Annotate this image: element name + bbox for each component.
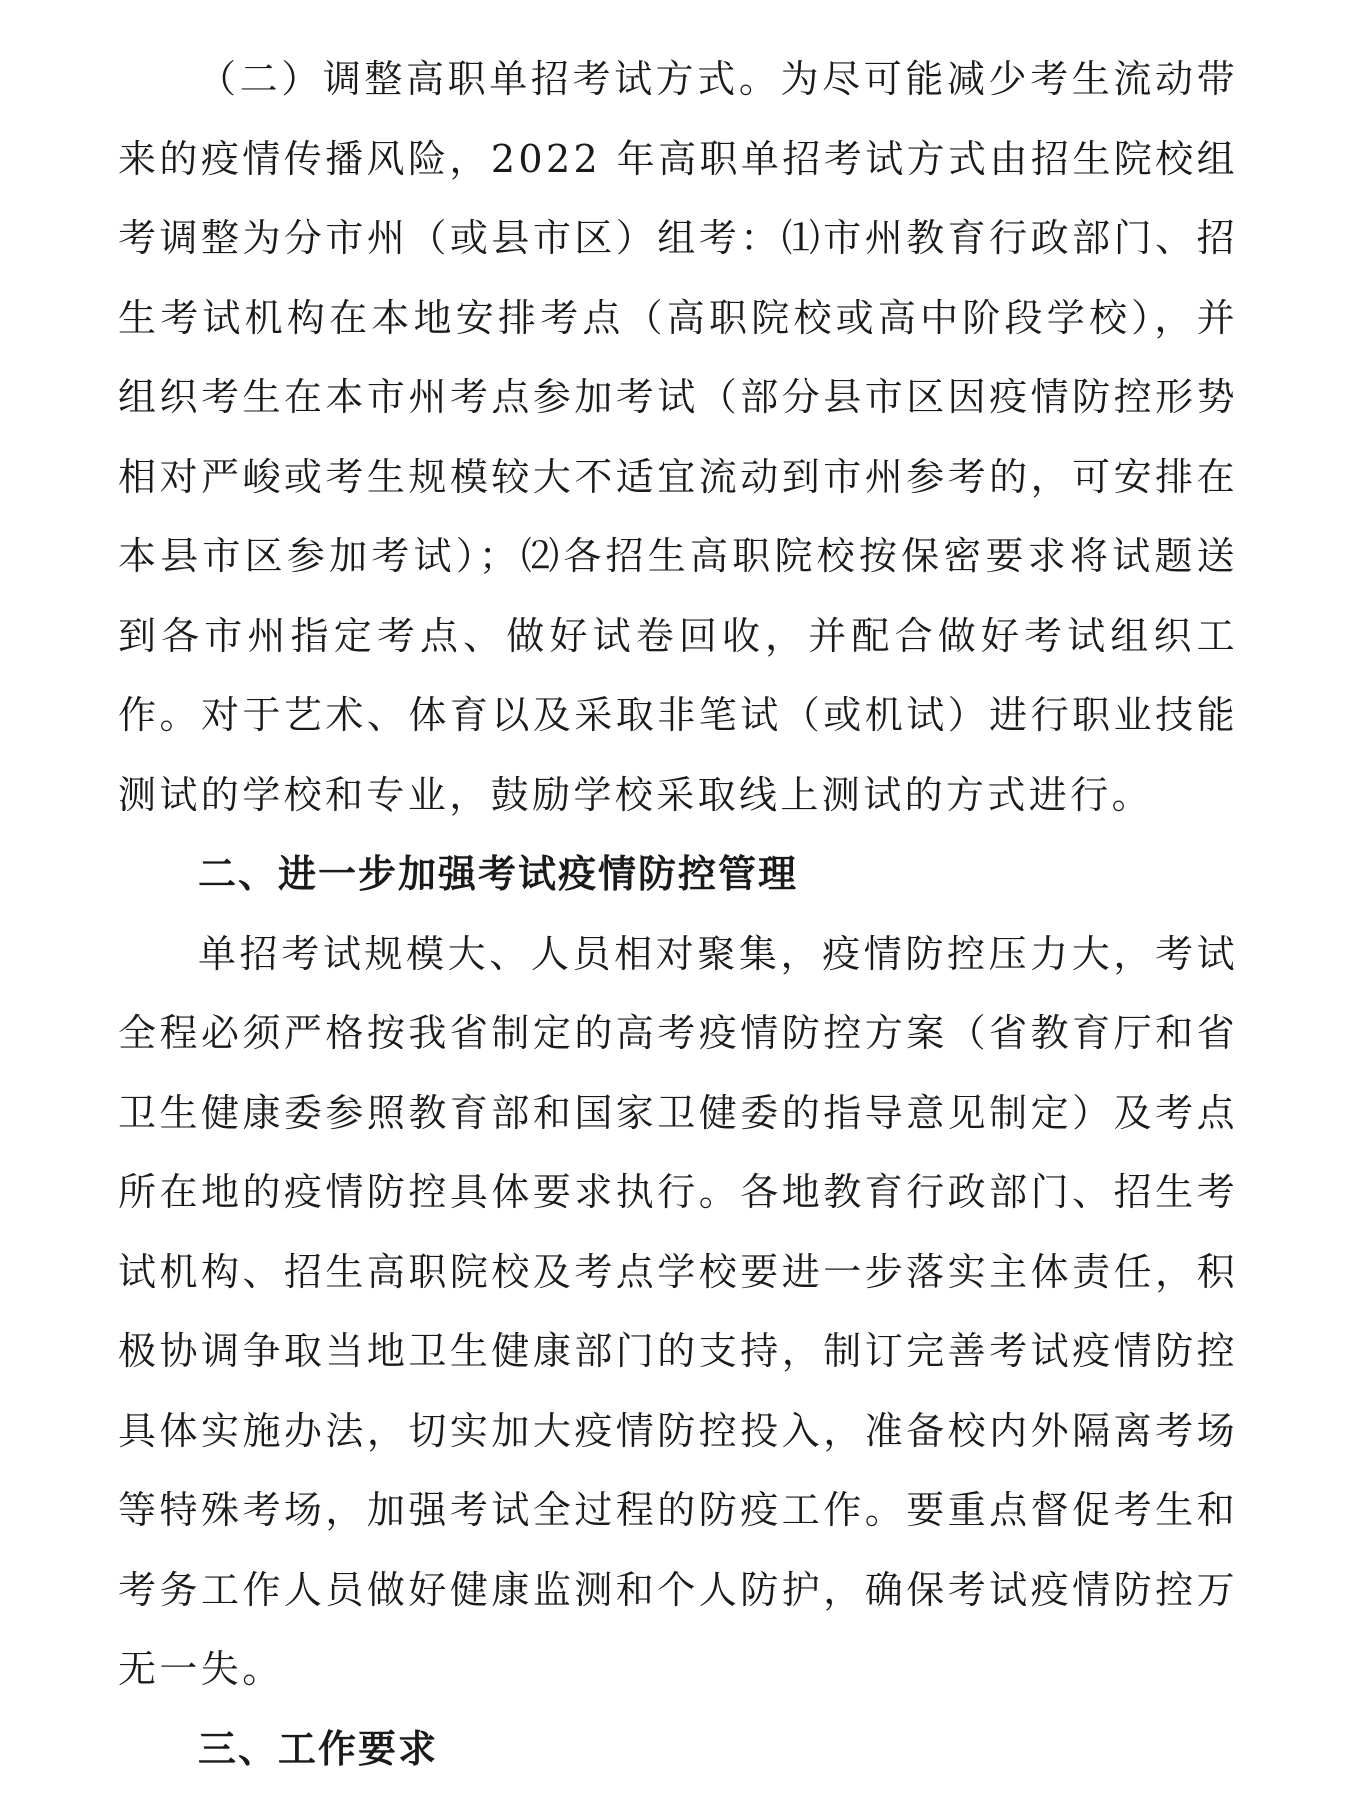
paragraph-exam-method: （二）调整高职单招考试方式。为尽可能减少考生流动带来的疫情传播风险，2022 年高职单招考试方式由招生院校组考调整为分市州（或县市区）组考：⑴市州教育行政部门、招生考试机构在本地安排考点（高职院校或高中阶段学校），并组织考生在本市州考点参加考试（部分县市区因疫情防控形势相对严峻或考生规模较大不适宜流动到市州参考的，可安排在本县市区参加考试）；⑵各招生高职院校按保密要求将试题送到各市州指定考点、做好试卷回收，并配合做好考试组织工作。对于艺术、体育以及采取非笔试（或机试）进行职业技能测试的学校和专业，鼓励学校采取线上测试的方式进行。 xyxy=(118,57,1238,817)
section-heading-work-requirements: 三、工作要求 xyxy=(198,1726,439,1771)
section-heading-epidemic-control: 二、进一步加强考试疫情防控管理 xyxy=(198,852,799,896)
document-page xyxy=(118,40,1238,1789)
paragraph-epidemic-control: 单招考试规模大、人员相对聚集，疫情防控压力大，考试全程必须严格按我省制定的高考疫情防控方案（省教育厅和省卫生健康委参照教育部和国家卫健委的指导意见制定）及考点所在地的疫情防控具体要求执行。各地教育行政部门、招生考试机构、招生高职院校及考点学校要进一步落实主体责任，积极协调争取当地卫生健康部门的支持，制订完善考试疫情防控具体实施办法，切实加大疫情防控投入，准备校内外隔离考场等特殊考场，加强考试全过程的防疫工作。要重点督促考生和考务工作人员做好健康监测和个人防护，确保考试疫情防控万无一失。 xyxy=(118,931,1238,1691)
